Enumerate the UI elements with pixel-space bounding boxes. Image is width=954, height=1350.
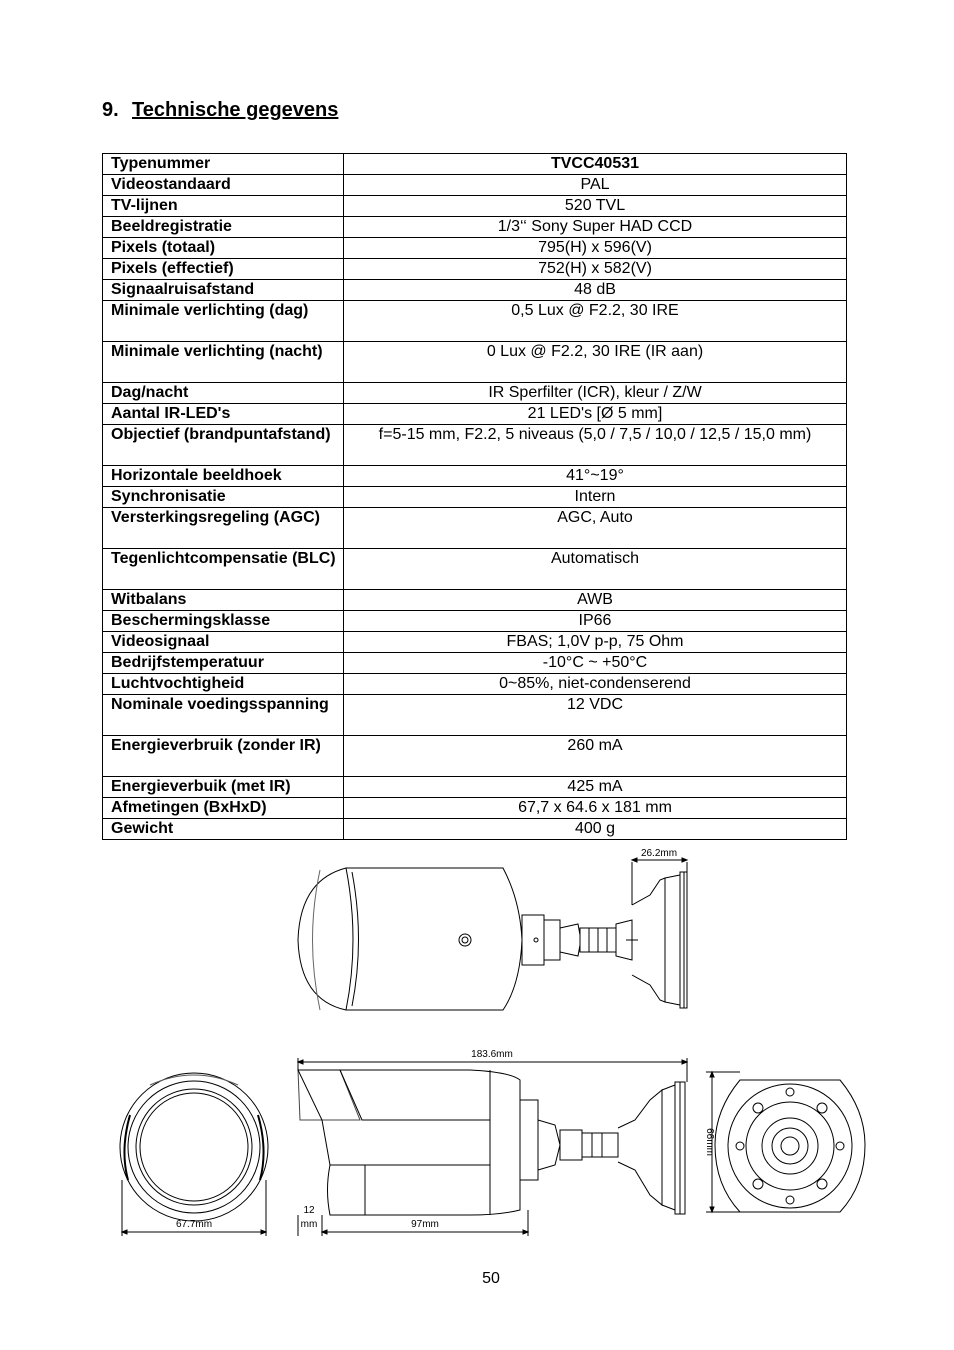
spec-value: 425 mA	[344, 777, 847, 798]
spec-value: AGC, Auto	[344, 508, 847, 549]
spec-value: 12 VDC	[344, 695, 847, 736]
spec-value: 21 LED's [Ø 5 mm]	[344, 404, 847, 425]
spec-value: 67,7 x 64.6 x 181 mm	[344, 798, 847, 819]
spec-value: Automatisch	[344, 549, 847, 590]
spec-value: 752(H) x 582(V)	[344, 259, 847, 280]
spec-value: -10°C ~ +50°C	[344, 653, 847, 674]
spec-value: TVCC40531	[344, 154, 847, 175]
spec-value: IP66	[344, 611, 847, 632]
camera-front-view	[120, 1073, 268, 1221]
dim-label-bracket-depth: 26.2mm	[640, 848, 678, 859]
spec-value: 0~85%, niet-condenserend	[344, 674, 847, 695]
dim-label-front-width: 67.7mm	[175, 1219, 213, 1230]
spec-value: IR Sperfilter (ICR), kleur / Z/W	[344, 383, 847, 404]
spec-label: Videosignaal	[103, 632, 344, 653]
spec-label: Gewicht	[103, 819, 344, 840]
spec-value: 48 dB	[344, 280, 847, 301]
camera-rear-view	[715, 1080, 865, 1212]
page-number: 50	[482, 1270, 500, 1287]
spec-label: Energieverbruik (zonder IR)	[103, 736, 344, 777]
spec-value: 1/3‘‘ Sony Super HAD CCD	[344, 217, 847, 238]
spec-value: Intern	[344, 487, 847, 508]
dim-label-overhang-value: 12	[303, 1205, 315, 1216]
spec-label: Pixels (effectief)	[103, 259, 344, 280]
spec-value: f=5-15 mm, F2.2, 5 niveaus (5,0 / 7,5 / 10,0 / 12,5 / 15,0 mm)	[344, 425, 847, 466]
spec-label: Nominale voedingsspanning	[103, 695, 344, 736]
spec-label: Beschermingsklasse	[103, 611, 344, 632]
dim-label-total-length: 183.6mm	[471, 1049, 513, 1060]
spec-label: Horizontale beeldhoek	[103, 466, 344, 487]
spec-label: Objectief (brandpuntafstand)	[103, 425, 344, 466]
spec-label: Energieverbuik (met IR)	[103, 777, 344, 798]
spec-value: 41°~19°	[344, 466, 847, 487]
spec-value: 795(H) x 596(V)	[344, 238, 847, 259]
dim-label-overhang-unit: mm	[300, 1219, 318, 1230]
spec-value: PAL	[344, 175, 847, 196]
spec-label: Afmetingen (BxHxD)	[103, 798, 344, 819]
spec-label: Pixels (totaal)	[103, 238, 344, 259]
camera-side-view-bottom	[298, 1070, 685, 1215]
spec-label: Tegenlichtcompensatie (BLC)	[103, 549, 344, 590]
spec-label: Witbalans	[103, 590, 344, 611]
spec-label: TV-lijnen	[103, 196, 344, 217]
spec-value: 400 g	[344, 819, 847, 840]
dim-label-body-length: 97mm	[411, 1219, 439, 1230]
spec-label: Luchtvochtigheid	[103, 674, 344, 695]
spec-label: Minimale verlichting (nacht)	[103, 342, 344, 383]
section-title: Technische gegevens	[132, 99, 339, 121]
spec-value: 520 TVL	[344, 196, 847, 217]
spec-label: Beeldregistratie	[103, 217, 344, 238]
spec-value: 260 mA	[344, 736, 847, 777]
spec-value: 0 Lux @ F2.2, 30 IRE (IR aan)	[344, 342, 847, 383]
dim-label-rear-height: 66mm	[704, 1128, 715, 1156]
spec-label: Versterkingsregeling (AGC)	[103, 508, 344, 549]
section-number: 9.	[102, 99, 119, 121]
spec-label: Aantal IR-LED's	[103, 404, 344, 425]
spec-value: FBAS; 1,0V p-p, 75 Ohm	[344, 632, 847, 653]
spec-label: Synchronisatie	[103, 487, 344, 508]
spec-value: AWB	[344, 590, 847, 611]
spec-label: Videostandaard	[103, 175, 344, 196]
spec-label: Signaalruisafstand	[103, 280, 344, 301]
spec-value: 0,5 Lux @ F2.2, 30 IRE	[344, 301, 847, 342]
spec-label: Dag/nacht	[103, 383, 344, 404]
spec-label: Minimale verlichting (dag)	[103, 301, 344, 342]
spec-label: Typenummer	[103, 154, 344, 175]
camera-side-view-top	[298, 868, 687, 1010]
spec-label: Bedrijfstemperatuur	[103, 653, 344, 674]
